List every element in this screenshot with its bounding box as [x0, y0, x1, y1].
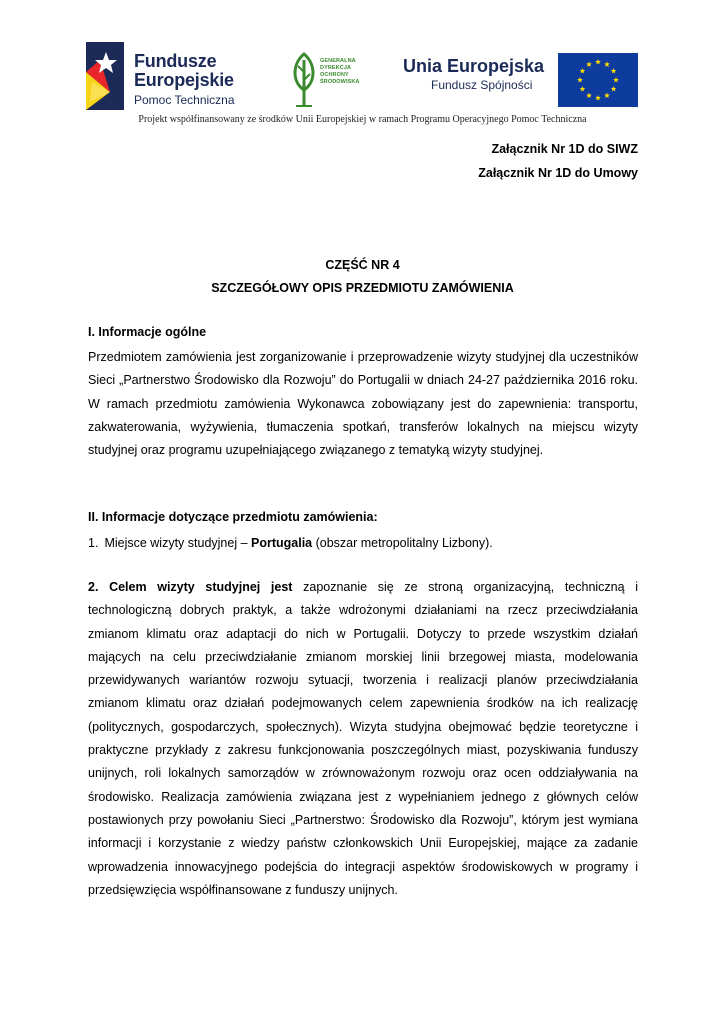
location-country: Portugalia: [251, 536, 313, 550]
document-subtitle: SZCZEGÓŁOWY OPIS PRZEDMIOTU ZAMÓWIENIA: [211, 281, 514, 295]
fe-star-icon: [86, 42, 124, 110]
eu-flag-icon: [558, 53, 638, 107]
gdos-line: OCHRONY: [320, 72, 349, 78]
section2-heading: II. Informacje dotyczące przedmiotu zamówienia:: [88, 510, 378, 524]
annex-siwz: Załącznik Nr 1D do SIWZ: [491, 142, 638, 156]
ue-logo-title: Unia Europejska: [403, 56, 545, 76]
fe-logo-text: [134, 52, 235, 108]
unia-europejska-logo: [403, 56, 553, 100]
section1-heading: I. Informacje ogólne: [88, 325, 207, 339]
list-item-number: 1.: [88, 536, 99, 550]
gdos-logo-text: [320, 58, 370, 86]
fe-logo-line2: Europejskie: [134, 70, 234, 90]
location-prefix: Miejsce wizyty studyjnej –: [104, 536, 252, 550]
annex-umowy: Załącznik Nr 1D do Umowy: [478, 166, 638, 180]
gdos-logo: [290, 50, 370, 110]
part-title: CZĘŚĆ NR 4: [325, 258, 400, 272]
leaf-icon: [290, 50, 318, 108]
location-suffix: (obszar metropolitalny Lizbony).: [312, 536, 493, 550]
gdos-line: GENERALNA: [320, 58, 356, 64]
gdos-line: DYREKCJA: [320, 65, 352, 71]
project-cofinancing-note: Projekt współfinansowany ze środków Unii Europejskiej w ramach Programu Operacyjnego Pomoc Techniczna: [138, 114, 587, 125]
goal-lead: 2. Celem wizyty studyjnej jest: [88, 580, 293, 594]
fe-logo-line3: Pomoc Techniczna: [134, 93, 235, 107]
ue-logo-subtitle: Fundusz Spójności: [431, 78, 533, 92]
goal-text: zapoznanie się ze stroną organizacyjną, techniczną i technologiczną dobrych praktyk, a także wdrożonymi działaniami na rzecz przeciwdziałania zmianom klimatu oraz adaptacji do nich w Portugalii. Dotyczy to przede wszystkim działań mających na celu przeciwdziałanie zmianom morskiej linii brzegowej miasta, modelowania przewidywanych wariantów rozwoju sytuacji, tworzenia i realizacji planów przeciwdziałania zmianom klimatu oraz działań podejmowanych celem zapewnienia środków na ich realizację (politycznych, gospodarczych, społecznych). Wizyta studyjna obejmować będzie teoretyczne i praktyczne przykłady z zakresu funkcjonowania poszczególnych miast, pozyskiwania funduszy unijnych, roli lokalnych samorządów w zrównoważonym rozwoju oraz ocen oddziaływania na środowisko. Realizacja zamówienia związana jest z wypełnianiem jednego z głównych celów postawionych przy powołaniu Sieci „Partnerstwo: Środowisko dla Rozwoju”, którym jest wymiana informacji i korzystanie z wiedzy państw członkowskich Unii Europejskiej, mające za zadanie wprowadzenia innowacyjnego podejścia do integracji aspektów środowiskowych w programy i przedsięwzięcia współfinansowane z funduszy unijnych.: [88, 580, 639, 897]
section2-goal-paragraph: [88, 576, 638, 902]
list-item-location: [88, 533, 493, 553]
section1-paragraph: Przedmiotem zamówienia jest zorganizowanie i przeprowadzenie wizyty studyjnej dla uczestników Sieci „Partnerstwo Środowisko dla Rozwoju” do Portugalii w dniach 24-27 października 2016 roku. W ramach przedmiotu zamówienia Wykonawca zobowiązany jest do zapewnienia: transportu, zakwaterowania, wyżywienia, tłumaczenia spotkań, transferów lokalnych na miejscu wizyty studyjnej oraz programu uzupełniającego związanego z tematyką wizyty studyjnej.: [88, 350, 638, 458]
fe-logo-line1: Fundusze: [134, 51, 217, 71]
gdos-line: ŚRODOWISKA: [320, 79, 360, 85]
fundusze-europejskie-logo: [86, 42, 246, 112]
